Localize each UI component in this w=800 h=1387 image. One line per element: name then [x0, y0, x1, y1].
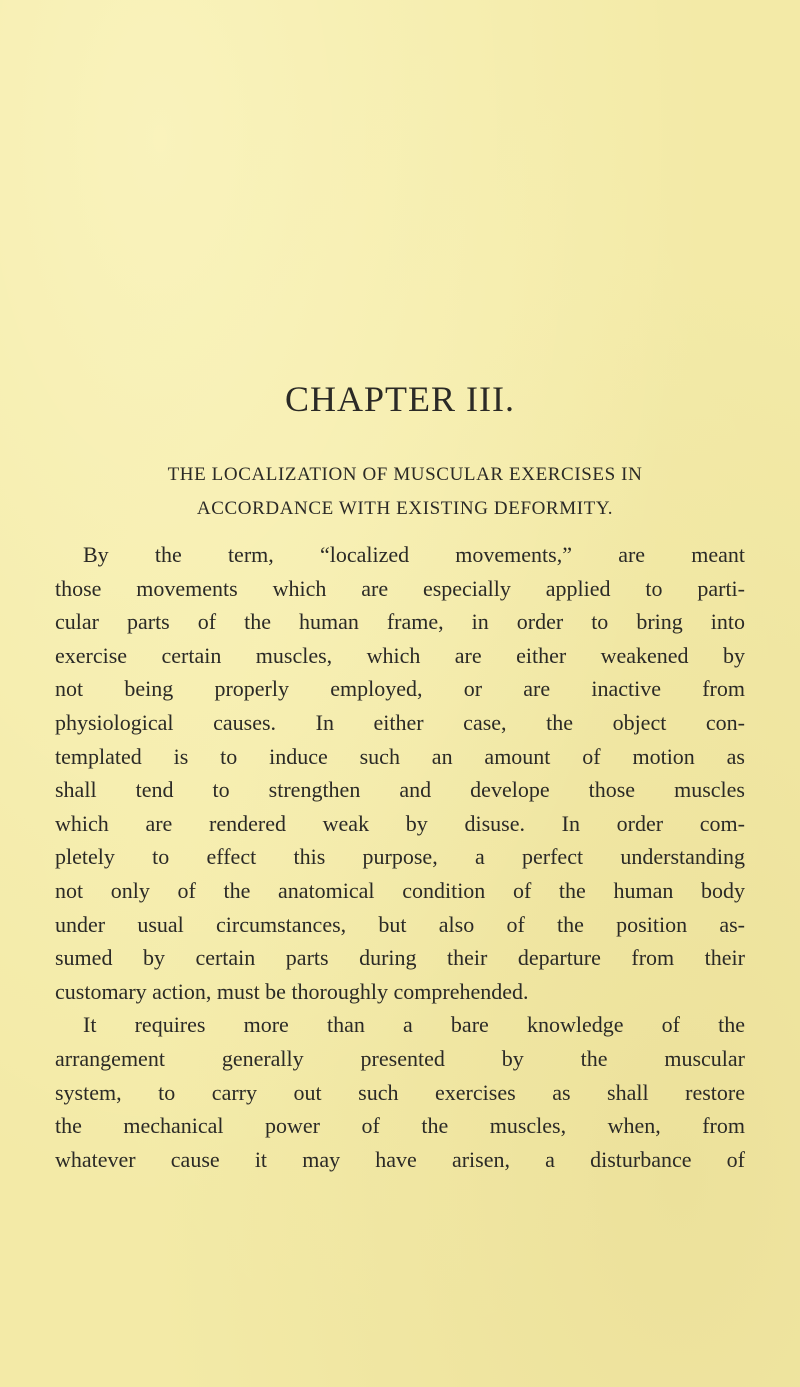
text-line: not only of the anatomical condition of the human body [55, 877, 745, 903]
text-line: whatever cause it may have arisen, a disturbance of [55, 1146, 745, 1172]
text-line: which are rendered weak by disuse. In order com- [55, 810, 745, 836]
text-line: By the term, “localized movements,” are meant [83, 542, 745, 567]
chapter-subtitle [60, 458, 750, 526]
text-line: cular parts of the human frame, in order to bring into [55, 609, 745, 635]
text-line: under usual circumstances, but also of the position as- [55, 911, 745, 937]
text-line: those movements which are especially applied to parti- [55, 575, 745, 601]
text-line: customary action, must be thoroughly comprehended. [55, 978, 529, 1004]
text-line: the mechanical power of the muscles, when, from [55, 1113, 745, 1139]
text-line: system, to carry out such exercises as shall restore [55, 1079, 745, 1105]
subtitle-line: THE LOCALIZATION OF MUSCULAR EXERCISES IN [167, 464, 643, 485]
text-line: not being properly employed, or are inactive from [55, 676, 745, 702]
text-line: templated is to induce such an amount of motion as [55, 743, 745, 769]
text-line: shall tend to strengthen and develope those muscles [55, 777, 745, 803]
text-line: pletely to effect this purpose, a perfect understanding [55, 844, 745, 870]
subtitle-line: ACCORDANCE WITH EXISTING DEFORMITY. [196, 498, 614, 519]
body-paragraph [55, 538, 745, 1176]
text-line: It requires more than a bare knowledge of the [83, 1012, 745, 1038]
chapter-title: CHAPTER III. [285, 379, 515, 419]
text-line: arrangement generally presented by the muscular [55, 1045, 745, 1071]
text-line: exercise certain muscles, which are either weakened by [55, 642, 745, 668]
text-line: sumed by certain parts during their departure from their [55, 945, 745, 971]
text-line: physiological causes. In either case, the object con- [55, 709, 745, 735]
